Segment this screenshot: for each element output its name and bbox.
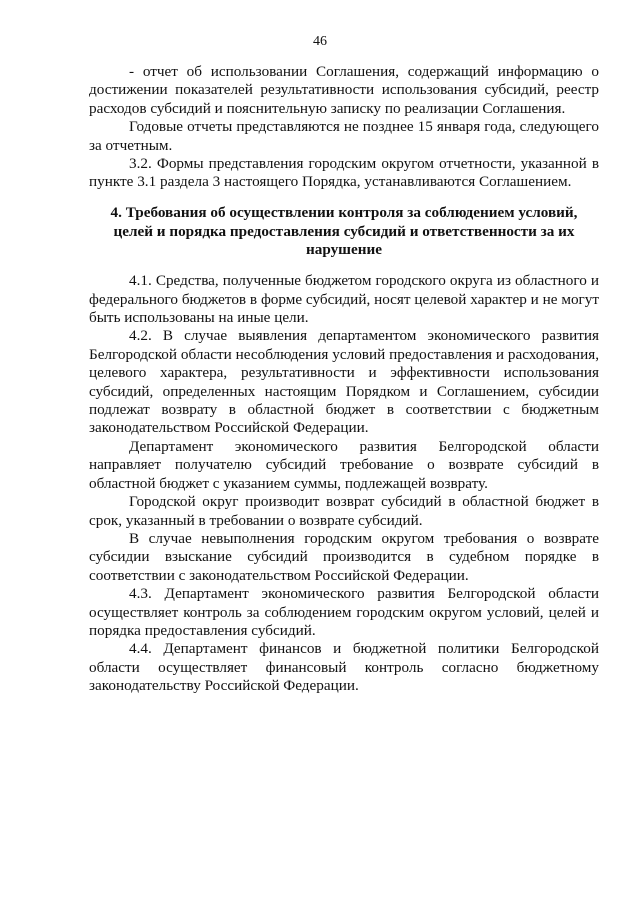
paragraph-4-2-court: В случае невыполнения городским округом требования о возврате субсидии взыскание субсидий производится в судебном порядке в соответствии с законодательством Российской Федерации. xyxy=(89,529,599,584)
section-heading-4: 4. Требования об осуществлении контроля за соблюдением условий, целей и порядка предоставления субсидий и ответственности за их нарушение xyxy=(110,203,578,259)
paragraph-report-usage: - отчет об использовании Соглашения, содержащий информацию о достижении показателей результативности использования субсидий, реестр расходов субсидий и пояснительную записку по реализации Соглашения. xyxy=(89,63,599,117)
document-body xyxy=(89,63,599,696)
paragraph-4-2: 4.2. В случае выявления департаментом экономического развития Белгородской области несоблюдения условий предоставления и расходования, целевого характера, результативности и эффективности использования субсидий, определенных настоящим Порядком и Соглашением, субсидии подлежат возврату в областной бюджет в соответствии с бюджетным законодательством Российской Федерации. xyxy=(89,327,599,437)
paragraph-4-1: 4.1. Средства, полученные бюджетом городского округа из областного и федерального бюджетов в форме субсидий, носят целевой характер и не могут быть использованы на иные цели. xyxy=(89,272,599,327)
paragraph-3-2: 3.2. Формы представления городским округом отчетности, указанной в пункте 3.1 раздела 3 настоящего Порядка, устанавливаются Соглашением. xyxy=(89,155,599,191)
page-number: 46 xyxy=(313,34,327,49)
paragraph-4-2-department: Департамент экономического развития Белгородской области направляет получателю субсидий требование о возврате субсидий в областной бюджет с указанием суммы, подлежащей возврату. xyxy=(89,437,599,492)
paragraph-4-3: 4.3. Департамент экономического развития Белгородской области осуществляет контроль за соблюдением городским округом условий, целей и порядка предоставления субсидий. xyxy=(89,585,599,639)
paragraph-4-2-return: Городской округ производит возврат субсидий в областной бюджет в срок, указанный в требовании о возврате субсидий. xyxy=(89,493,599,529)
paragraph-annual-reports: Годовые отчеты представляются не позднее 15 января года, следующего за отчетным. xyxy=(89,118,599,154)
paragraph-4-4: 4.4. Департамент финансов и бюджетной политики Белгородской области осуществляет финансовый контроль согласно бюджетному законодательству Российской Федерации. xyxy=(89,640,599,695)
